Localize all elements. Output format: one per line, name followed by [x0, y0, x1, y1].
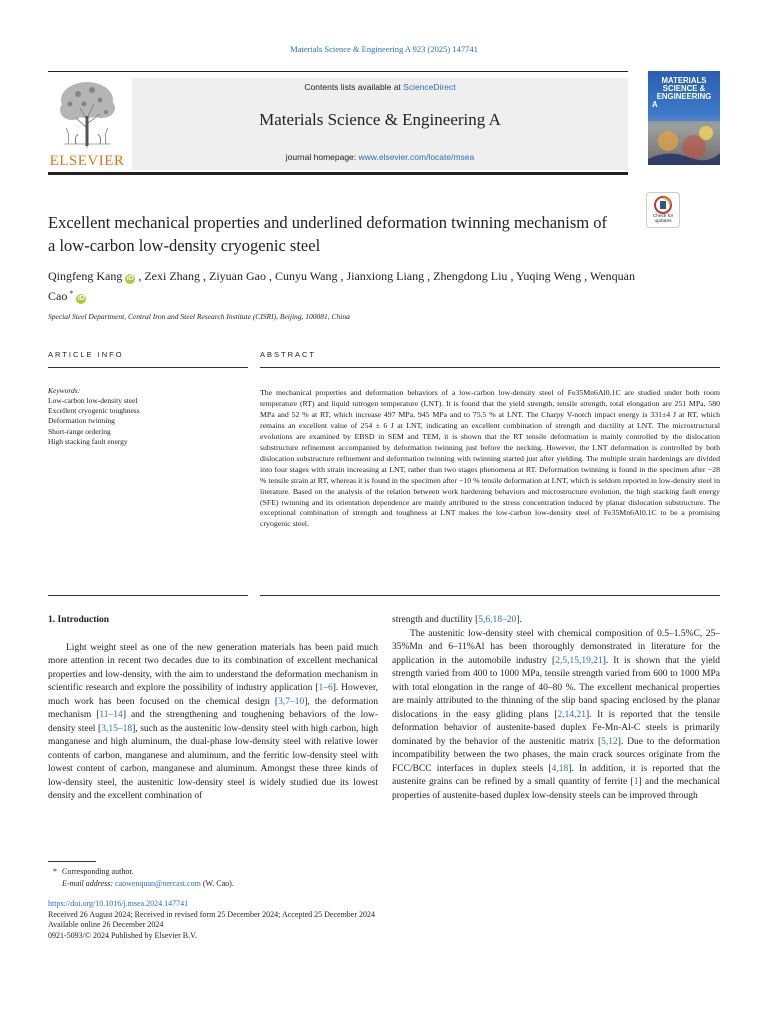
paragraph-text: ], the deformation mechanism [ [48, 696, 378, 720]
author-name[interactable]: Jianxiong Liang [346, 269, 425, 283]
keywords-label: Keywords: [48, 386, 81, 395]
citation-link[interactable]: 11–14 [99, 710, 123, 720]
paragraph-text: ]. Due to the deformation incompatibility between the two phases, the main crack sources originate from the FCC/BCC interfaces in duplex steels [ [392, 736, 720, 774]
masthead-band [132, 78, 628, 170]
paragraph-text: ], such as the austenitic low-density steel with high carbon, high manganese and high aluminum, the dual-phase low-density steel with relative lower contents of carbon, manganese and aluminum, and the ferritic low-density steel with lowest content of carbon, manganese and aluminum. Amongst these three kinds of low-density steel, the austenitic low-density steel is widely studied due its lowest density and the excellent combination of [48, 723, 379, 801]
footnote-mark: * [53, 867, 57, 876]
check-updates-line: updates [654, 219, 672, 224]
article-info-heading: ARTICLE INFO [48, 350, 248, 368]
keyword-item: Low-carbon low-density steel [48, 396, 138, 405]
elsevier-tree-icon [56, 78, 118, 150]
author-name[interactable]: Yuqing Weng [516, 269, 582, 283]
paragraph-text: ]. In addition, it is reported that the austenite grains can be refined by a small quantity of ferrite [ [392, 763, 720, 787]
check-for-updates-button[interactable] [646, 192, 680, 228]
elsevier-logo[interactable] [48, 78, 126, 170]
online-date: Available online 26 December 2024 [48, 920, 164, 929]
keyword-item: Excellent cryogenic toughness [48, 406, 140, 416]
copyright-line: 0921-5093/© 2024 Published by Elsevier B.V. [48, 930, 197, 940]
abstract-text: The mechanical properties and deformation behaviors of a low-carbon low-density steel of Fe35Mn6Al0.1C are studied under both room temperature (RT) and liquid nitrogen temperature (LNT). It is found that the yield strength, tensile strength, total elongation are 251 MPa, 580 MPa and 52 % at RT, which increase 497 MPa, 945 MPa and to 75.5 % at LNT. The Charpy V-notch impact energy is 331±4 J at RT, which remains an excellent value of 254 ± 6 J at LNT, indicating an excellent combination of strength and ductility at LNT. The microstructural evolutions are examined by EBSD in SEM and TEM, it is shown that the RT tensile deformation is mainly controlled by the dislocation substructure refinement accompanied by deformation twinning just before the necking. However, the LNT deformation is controlled by both dislocation substructure refinement and deformation twinning with twinning started just after yielding. The multiple strain hardenings are divided into four stages with strain increasing at LNT, rather than two stages phenomena at RT. Deformation twinning is found in the specimen after −28 % tensile strain at RT, whereas it is found in the specimen after −10 % tensile deformation at LNT, which is seldom reported in low-density steel in literature. Based on the analysis of the relation between work hardening behaviors and microstructure evolution, the high stacking fault energy (SFE) twinning and its orientation dependence are mainly attributed to the stress concentration induced by planar dislocation substructure. The exceptional combination of strength and toughness at LNT makes the low-carbon low-density steel of Fe35Mn6Al0.1C to be a promising cryogenic steel. [260, 388, 720, 529]
journal-cover-thumbnail[interactable] [648, 71, 720, 165]
author-list [48, 268, 648, 305]
keywords-box [48, 368, 248, 596]
homepage-line [132, 152, 628, 162]
citation-link[interactable]: 2,14,21 [557, 709, 586, 720]
paragraph-text: ] and the strengthening and toughening behaviors of the low-density steel [ [48, 710, 379, 734]
author-name[interactable]: Wenquan Cao [48, 269, 635, 303]
email-link[interactable]: caowenquan@nercast.com [115, 879, 201, 888]
corresponding-author-text: Corresponding author. [62, 867, 134, 876]
cover-artwork-icon [648, 121, 720, 165]
journal-masthead [48, 71, 628, 175]
email-label: E-mail address: [62, 879, 114, 888]
citation-link[interactable]: 2,5,15,19,21 [555, 655, 603, 666]
keyword-item: Deformation twinning [48, 416, 115, 426]
keyword-item: Short-range ordering [48, 426, 111, 436]
author-separator: , [265, 269, 275, 283]
sciencedirect-link[interactable]: ScienceDirect [403, 82, 456, 92]
journal-reference[interactable]: Materials Science & Engineering A 923 (2025) 147741 [290, 44, 478, 54]
abstract-column [260, 350, 720, 596]
author-separator: , [581, 269, 590, 283]
abstract-heading: ABSTRACT [260, 350, 720, 368]
paragraph-text: ]. It is reported that the tensile deformation behavior of austenite-based duplex Fe-Mn-Al-C steels is primarily dominated by the behavior of the austenitic matrix [ [392, 709, 720, 747]
contents-line [132, 82, 628, 92]
cover-line: MATERIALS [661, 76, 707, 85]
citation-link[interactable]: 1–6 [318, 683, 333, 693]
cover-line: SCIENCE & [662, 84, 706, 93]
author-name[interactable]: Zexi Zhang [144, 269, 200, 283]
paragraph-text: ]. It is shown that the yield strength varied from 400 to 1000 MPa, tensile strength varied from 600 to 1000 MPa with total elongation in the range of 40–80 %. The excellent mechanical properties are mainly attributed to the thinning of the slip band spacing enclosed by the planar dislocations in the easy gliding plans [ [392, 655, 720, 720]
body-paragraph [48, 642, 378, 804]
citation-link[interactable]: 5,6,18–20 [478, 615, 517, 625]
paragraph-text: ]. However, much work has been focused on the chemical design [ [48, 683, 378, 707]
check-updates-icon [654, 196, 672, 214]
author-separator: , [507, 269, 516, 283]
corresponding-mark[interactable]: * [67, 289, 74, 298]
paragraph-text: ]. [516, 615, 522, 625]
citation-link[interactable]: 3,15–18 [101, 723, 133, 734]
email-suffix: (W. Cao). [200, 879, 234, 888]
body-column-left [48, 614, 378, 804]
doi-link[interactable]: https://doi.org/10.1016/j.msea.2024.147741 [48, 899, 189, 908]
article-title: Excellent mechanical properties and underlined deformation twinning mechanism of a low-carbon low-density cryogenic steel [48, 213, 607, 255]
author-name[interactable]: Ziyuan Gao [208, 269, 266, 283]
cover-title [652, 77, 716, 109]
abstract-box [260, 368, 720, 596]
author-name[interactable]: Cunyu Wang [274, 269, 338, 283]
citation-link[interactable]: 1 [633, 777, 639, 787]
journal-title: Materials Science & Engineering A [259, 110, 501, 129]
author-name[interactable]: Qingfeng Kang [48, 269, 123, 283]
affiliation: Special Steel Department, Central Iron and Steel Research Institute (CISRI), Beijing, 100081, China [48, 312, 350, 321]
cover-line: ENGINEERING [656, 92, 712, 101]
author-separator: , [135, 269, 145, 283]
body-paragraph [392, 614, 720, 628]
homepage-prefix: journal homepage: [285, 152, 359, 162]
journal-homepage-link[interactable]: www.elsevier.com/locate/msea [358, 152, 475, 162]
body-paragraph [392, 628, 720, 804]
cover-line: A [652, 100, 658, 109]
article-front-matter [48, 899, 548, 941]
citation-link[interactable]: 3,7–10 [278, 696, 305, 707]
email-note [48, 878, 448, 890]
author-name[interactable]: Zhengdong Liu [433, 269, 508, 283]
paragraph-text: Light weight steel as one of the new generation materials has been paid much more attention in recent two decades due to its combination of excellent mechanical properties and low-density, with the aim to understand the deformation mechanism in scientific research and explore the possibility of industry application [ [48, 642, 378, 693]
elsevier-wordmark: ELSEVIER [49, 153, 125, 169]
article-info-column [48, 350, 248, 596]
check-updates-line: Check for [652, 214, 674, 219]
corresponding-author-note [48, 866, 448, 878]
paragraph-text: ] and the mechanical properties of austenite-based duplex low-density steels can be improved through [392, 777, 720, 801]
author-separator: , [424, 269, 434, 283]
body-column-right [392, 614, 720, 803]
author-separator: , [337, 269, 347, 283]
author-separator: , [199, 269, 209, 283]
check-updates-label [647, 214, 679, 224]
received-dates: Received 26 August 2024; Received in revised form 25 December 2024; Accepted 25 December 2024 [48, 909, 376, 919]
orcid-icon[interactable]: iD [126, 275, 134, 282]
paragraph-text: The austenitic low-density steel with chemical composition of 0.5–1.5%C, 25–35%Mn and 6–11%Al has been thoroughly demonstrated in literature for the application in the automobile industry [ [392, 628, 720, 666]
contents-prefix: Contents lists available at [304, 82, 404, 92]
citation-link[interactable]: 4,18 [551, 763, 569, 774]
footnote-divider [48, 861, 96, 862]
citation-link[interactable]: 5,12 [601, 736, 618, 747]
paragraph-text: strength and ductility [ [392, 615, 479, 625]
section-heading-introduction: 1. Introduction [48, 615, 110, 625]
footnotes [48, 866, 448, 890]
orcid-icon[interactable]: iD [77, 295, 85, 302]
keyword-item: High stacking fault energy [48, 436, 128, 446]
